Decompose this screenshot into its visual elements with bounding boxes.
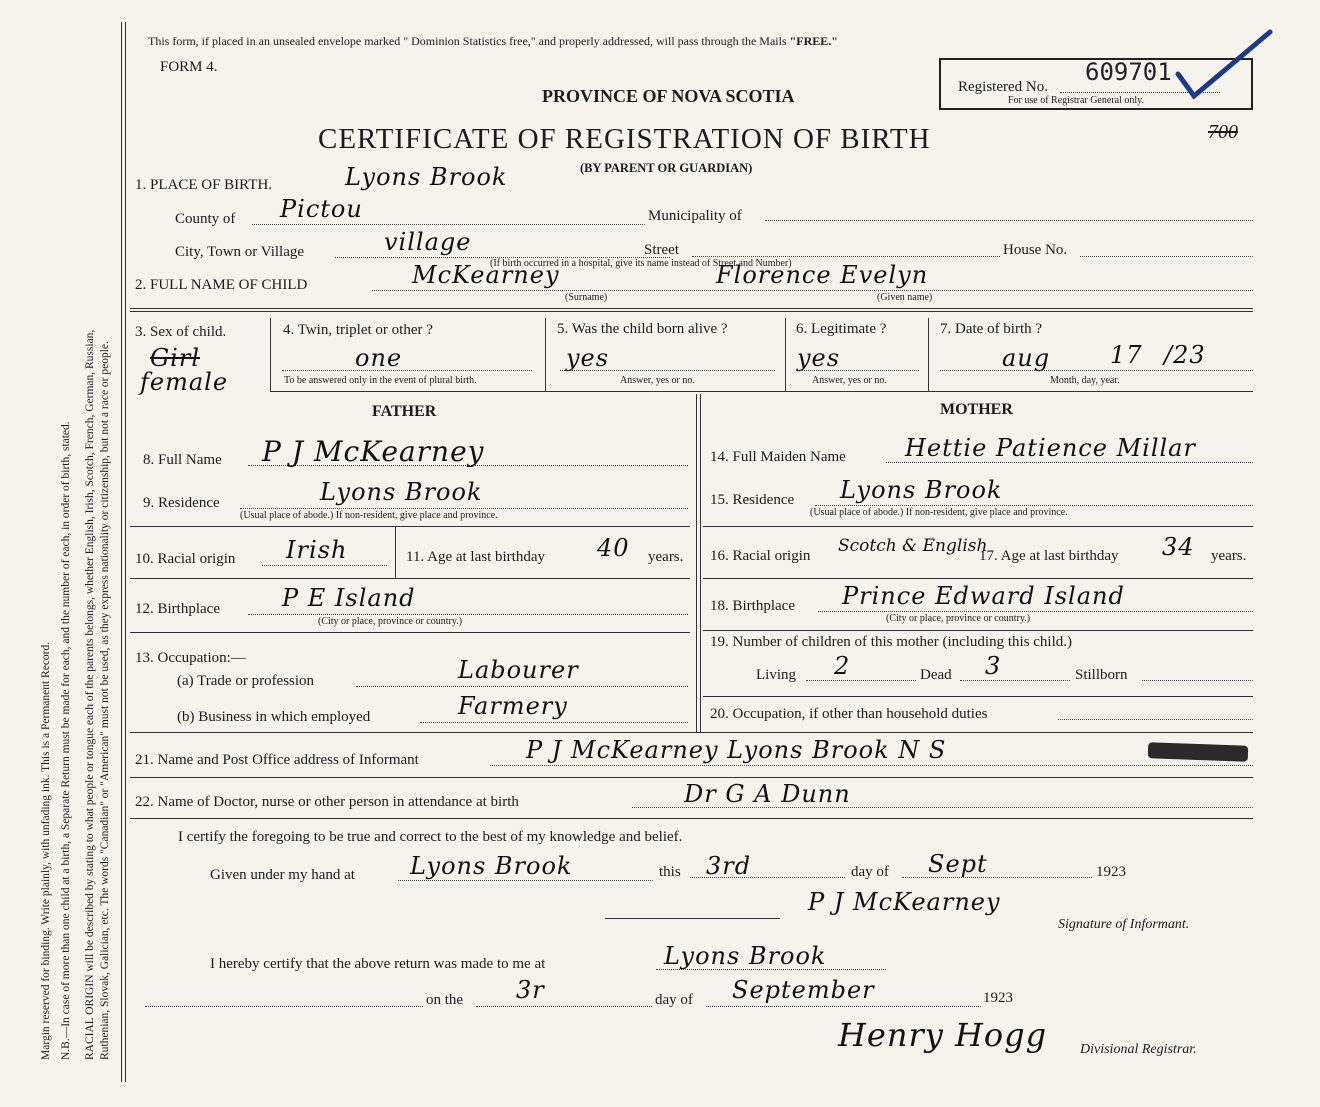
trade-label: (a) Trade or profession bbox=[177, 673, 315, 689]
certify-month: Sept bbox=[928, 850, 988, 878]
city-town-village-label: City, Town or Village bbox=[175, 244, 305, 260]
parents-divider-2 bbox=[700, 394, 701, 732]
father-occupation-label: 13. Occupation:— bbox=[135, 650, 246, 666]
sex-value: female bbox=[140, 368, 229, 396]
sex-label: 3. Sex of child. bbox=[135, 324, 227, 340]
mother-occ-line bbox=[1058, 719, 1253, 720]
grid-divider-2 bbox=[545, 318, 546, 391]
father-rule-1 bbox=[130, 526, 690, 527]
child-surname: McKearney bbox=[412, 261, 560, 289]
rule-top-grid bbox=[130, 308, 1253, 309]
informant-signature-label: Signature of Informant. bbox=[1058, 917, 1190, 932]
parents-divider-1 bbox=[696, 394, 697, 732]
registrar-day-of-label: day of bbox=[655, 992, 693, 1008]
mail-notice-free: "FREE." bbox=[789, 34, 838, 48]
registrar-general-note: For use of Registrar General only. bbox=[1008, 95, 1144, 106]
surname-note: (Surname) bbox=[565, 292, 608, 303]
trade-line bbox=[356, 686, 688, 687]
registered-label: Registered No. bbox=[958, 79, 1048, 95]
mother-residence-label: 15. Residence bbox=[710, 492, 795, 508]
street-line bbox=[692, 256, 1000, 257]
margin-rule-2 bbox=[125, 22, 126, 1082]
business-value: Farmery bbox=[458, 692, 568, 720]
business-label: (b) Business in which employed bbox=[177, 709, 371, 725]
dob-note: Month, day, year. bbox=[1050, 375, 1120, 386]
living-line bbox=[806, 680, 916, 681]
mother-residence-note: (Usual place of abode.) If non-resident, give place and province. bbox=[810, 507, 1068, 518]
mother-heading: MOTHER bbox=[940, 401, 1013, 418]
given-under-label: Given under my hand at bbox=[210, 867, 355, 883]
father-divider bbox=[395, 526, 396, 578]
father-birthplace-label: 12. Birthplace bbox=[135, 601, 220, 617]
mother-name-line bbox=[886, 462, 1253, 463]
registrar-place: Lyons Brook bbox=[664, 942, 827, 970]
dead-label: Dead bbox=[920, 667, 952, 683]
house-number-label: House No. bbox=[1003, 242, 1068, 258]
mother-age-value: 34 bbox=[1162, 533, 1195, 561]
rule-certify bbox=[130, 818, 1253, 819]
informant-line bbox=[490, 765, 1253, 766]
county-label: County of bbox=[175, 211, 236, 227]
street-label: Street bbox=[644, 242, 679, 258]
mother-rule-3 bbox=[703, 630, 1253, 631]
father-age-label: 11. Age at last birthday bbox=[406, 549, 545, 565]
mother-birthplace-label: 18. Birthplace bbox=[710, 598, 795, 614]
county-value: Pictou bbox=[280, 195, 363, 223]
father-years: years. bbox=[648, 549, 684, 565]
margin-note-2: N.B.—In case of more than one child at a birth, a Separate Return must be made for each, and the number of each, in order of birth, stated. bbox=[60, 421, 72, 1060]
rule-doctor bbox=[130, 777, 1253, 778]
dead-line bbox=[960, 680, 1070, 681]
father-racial-label: 10. Racial origin bbox=[135, 551, 236, 567]
children-count-label: 19. Number of children of this mother (including this child.) bbox=[710, 634, 1073, 650]
twin-line bbox=[282, 370, 532, 371]
dead-value: 3 bbox=[985, 652, 1002, 680]
father-name-label: 8. Full Name bbox=[143, 452, 222, 468]
certify-statement: I certify the foregoing to be true and correct to the best of my knowledge and belief. bbox=[178, 829, 683, 845]
municipality-label: Municipality of bbox=[648, 208, 742, 224]
province-heading: PROVINCE OF NOVA SCOTIA bbox=[542, 86, 795, 106]
father-birthplace-note: (City or place, province or country.) bbox=[318, 616, 463, 627]
mother-rule-1 bbox=[703, 526, 1253, 527]
twin-label: 4. Twin, triplet or other ? bbox=[283, 322, 433, 338]
mail-notice-text: This form, if placed in an unsealed envelope marked " Dominion Statistics free," and properly addressed, will pass through the Mails bbox=[148, 34, 790, 48]
dob-day: 17 bbox=[1110, 341, 1143, 369]
father-birth-line bbox=[248, 614, 688, 615]
certify-day-of-label: day of bbox=[851, 864, 889, 880]
place-of-birth-value: Lyons Brook bbox=[345, 163, 508, 191]
registered-number: 609701 bbox=[1085, 58, 1172, 86]
registrar-month-line bbox=[706, 1006, 981, 1007]
registrar-year: 1923 bbox=[983, 990, 1013, 1006]
mother-rule-4 bbox=[703, 696, 1253, 697]
father-residence-label: 9. Residence bbox=[143, 495, 220, 511]
city-town-village-value: village bbox=[384, 228, 472, 256]
attendant-label: 22. Name of Doctor, nurse or other person in attendance at birth bbox=[135, 794, 519, 810]
check-mark-icon bbox=[1170, 26, 1280, 106]
born-alive-label: 5. Was the child born alive ? bbox=[557, 321, 728, 337]
father-name-value: P J McKearney bbox=[262, 435, 485, 468]
registrar-day: 3r bbox=[516, 976, 545, 1004]
grid-divider-4 bbox=[928, 318, 929, 391]
registrar-month: September bbox=[732, 976, 875, 1004]
father-heading: FATHER bbox=[372, 403, 437, 420]
corner-mark: 700 bbox=[1208, 121, 1238, 143]
born-alive-note: Answer, yes or no. bbox=[620, 375, 695, 386]
margin-note-3: RACIAL ORIGIN will be described by stating to what people or tongue each of the parents belongs, whether English, Irish, Scotch, French, German, Russian, bbox=[84, 329, 96, 1060]
father-rule-2 bbox=[130, 578, 690, 579]
father-racial-line bbox=[262, 565, 387, 566]
dob-year: /23 bbox=[1164, 341, 1206, 369]
trade-value: Labourer bbox=[458, 656, 579, 684]
father-rule-3 bbox=[130, 632, 690, 633]
registrar-signature: Henry Hogg bbox=[838, 1016, 1048, 1054]
given-place-value: Lyons Brook bbox=[410, 852, 573, 880]
stillborn-line bbox=[1142, 680, 1253, 681]
this-label: this bbox=[659, 864, 681, 880]
date-of-birth-label: 7. Date of birth ? bbox=[940, 321, 1043, 337]
informant-redaction bbox=[1148, 742, 1248, 761]
legitimate-note: Answer, yes or no. bbox=[812, 375, 887, 386]
dob-month: aug bbox=[1002, 344, 1051, 372]
attendant-value: Dr G A Dunn bbox=[684, 780, 851, 808]
certify-year: 1923 bbox=[1096, 864, 1126, 880]
mother-res-line bbox=[815, 505, 1253, 506]
father-racial-value: Irish bbox=[286, 536, 348, 564]
margin-note-1: Margin reserved for binding. Write plainly, with unfading ink. This is a Permanent Record. bbox=[40, 641, 52, 1060]
born-alive-value: yes bbox=[566, 344, 610, 372]
father-residence-value: Lyons Brook bbox=[320, 478, 483, 506]
grid-divider-3 bbox=[785, 318, 786, 391]
legitimate-value: yes bbox=[797, 344, 841, 372]
registrar-lead-line bbox=[145, 1006, 423, 1007]
alive-line bbox=[560, 370, 775, 371]
house-line bbox=[1080, 256, 1253, 257]
given-name-note: (Given name) bbox=[877, 292, 933, 303]
sig-rule-left bbox=[605, 918, 780, 919]
street-note: (If birth occurred in a hospital, give its name instead of Street and Number) bbox=[490, 258, 792, 269]
margin-note-4: Ruthenian, Slovak, Galician, etc. The words "Canadian" or "American" must not be used, as they express nationality or citizenship, but not a race or people. bbox=[99, 341, 111, 1060]
mother-racial-label: 16. Racial origin bbox=[710, 548, 811, 564]
living-value: 2 bbox=[834, 652, 851, 680]
mother-name-label: 14. Full Maiden Name bbox=[710, 449, 846, 465]
mother-occupation-label: 20. Occupation, if other than household duties bbox=[710, 706, 988, 722]
sex-struck: Girl bbox=[150, 344, 200, 372]
mother-birthplace-value: Prince Edward Island bbox=[842, 582, 1125, 610]
on-the-label: on the bbox=[426, 992, 464, 1008]
this-day-value: 3rd bbox=[706, 852, 752, 880]
mail-notice bbox=[148, 34, 838, 49]
mother-residence-value: Lyons Brook bbox=[840, 476, 1003, 504]
twin-note: To be answered only in the event of plural birth. bbox=[284, 375, 477, 386]
full-name-line bbox=[372, 290, 1253, 291]
informant-label: 21. Name and Post Office address of Informant bbox=[135, 752, 419, 768]
business-line bbox=[420, 722, 688, 723]
father-residence-note: (Usual place of abode.) If non-resident, give place and province. bbox=[240, 510, 498, 521]
given-place-line bbox=[398, 880, 653, 881]
father-age-value: 40 bbox=[597, 534, 630, 562]
rule-informant bbox=[130, 732, 1253, 733]
twin-value: one bbox=[355, 344, 403, 372]
registrar-day-line bbox=[476, 1006, 652, 1007]
mother-birthplace-note: (City or place, province or country.) bbox=[886, 613, 1031, 624]
child-given-name: Florence Evelyn bbox=[716, 261, 929, 289]
informant-value: P J McKearney Lyons Brook N S bbox=[526, 736, 947, 764]
legit-line bbox=[797, 370, 919, 371]
county-line bbox=[252, 224, 645, 225]
stillborn-label: Stillborn bbox=[1075, 667, 1128, 683]
father-birthplace-value: P E Island bbox=[282, 584, 416, 612]
municipality-line bbox=[765, 220, 1253, 221]
dob-line bbox=[940, 370, 1253, 371]
mother-birth-line bbox=[818, 611, 1253, 612]
place-of-birth-label: 1. PLACE OF BIRTH. bbox=[135, 177, 273, 193]
grid-divider-1 bbox=[270, 318, 271, 391]
legitimate-label: 6. Legitimate ? bbox=[796, 321, 887, 337]
certificate-title: CERTIFICATE OF REGISTRATION OF BIRTH bbox=[318, 123, 931, 155]
mother-age-label: 17. Age at last birthday bbox=[979, 548, 1119, 564]
father-res-line bbox=[240, 508, 688, 509]
informant-signature: P J McKearney bbox=[808, 888, 1001, 916]
full-name-label: 2. FULL NAME OF CHILD bbox=[135, 277, 308, 293]
margin-rule-1 bbox=[121, 22, 122, 1082]
divisional-registrar-label: Divisional Registrar. bbox=[1080, 1042, 1197, 1057]
form-number: FORM 4. bbox=[160, 59, 218, 75]
mother-years: years. bbox=[1211, 548, 1247, 564]
registrar-statement: I hereby certify that the above return was made to me at bbox=[210, 956, 546, 972]
living-label: Living bbox=[756, 667, 796, 683]
certificate-subtitle: (BY PARENT OR GUARDIAN) bbox=[580, 161, 753, 175]
mother-rule-2 bbox=[703, 578, 1253, 579]
mother-racial-value: Scotch & English bbox=[838, 536, 988, 556]
rule-parents bbox=[270, 391, 1253, 392]
mother-name-value: Hettie Patience Millar bbox=[905, 434, 1196, 462]
rule-top-grid-2 bbox=[130, 311, 1253, 312]
